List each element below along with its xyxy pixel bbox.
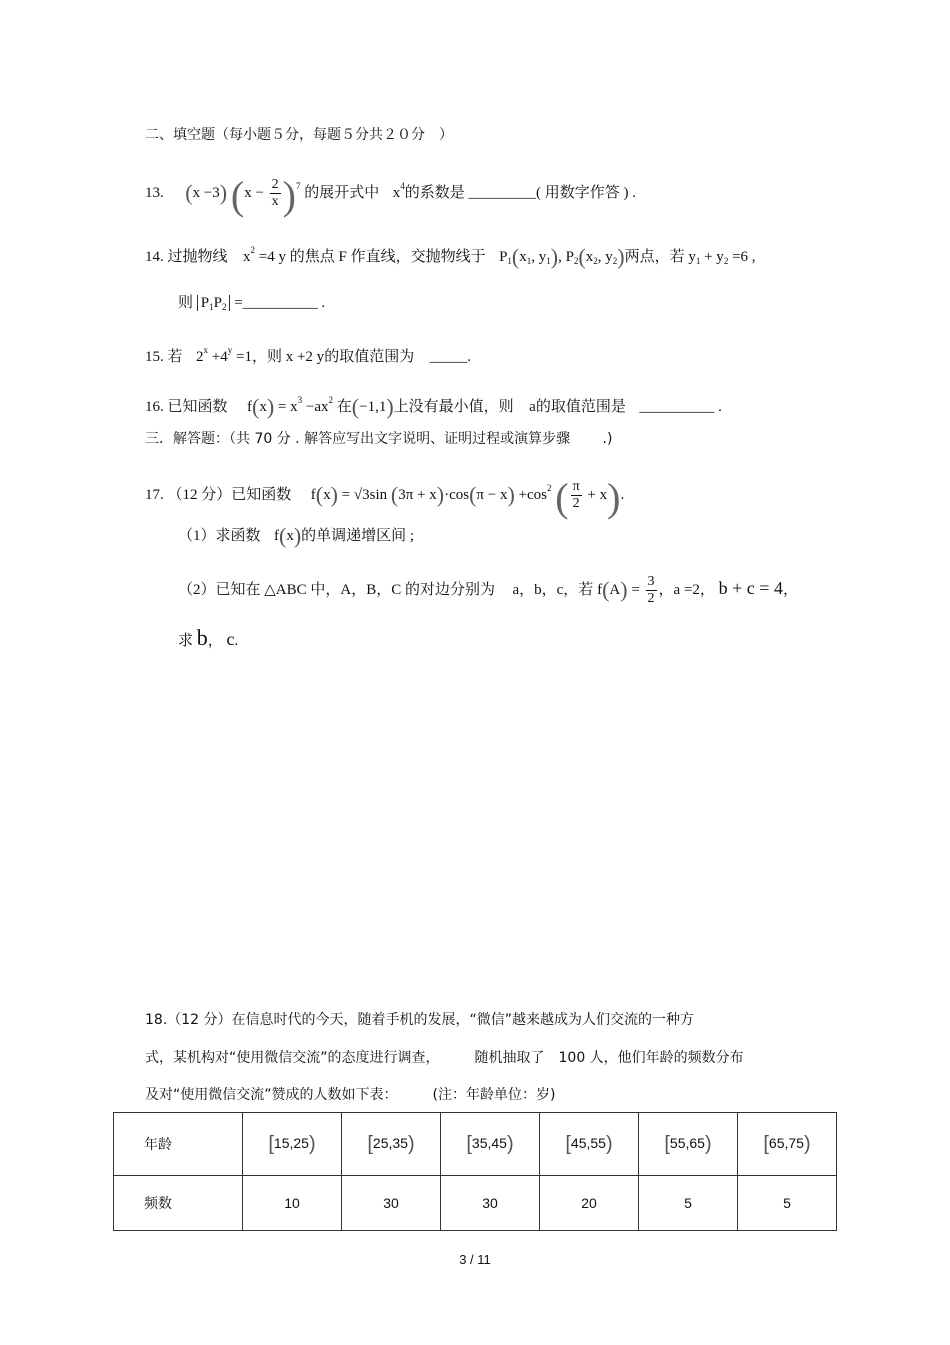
q13-fraction: $\frac{2}{x}$: [271, 177, 279, 210]
q15-base2: +4: [211, 349, 228, 365]
q17-part1-post: 的单调递增区间 ;: [301, 528, 415, 544]
q14-answer-blank[interactable]: =__________ .: [234, 295, 326, 311]
page-number: 3 / 11: [459, 1252, 491, 1267]
q14-eq-rhs: =4 y: [258, 249, 286, 265]
q14-p1-x-sub: 1: [526, 256, 532, 266]
q14-p2-y: , y: [597, 249, 613, 265]
q16-text1: 已知函数: [167, 399, 228, 415]
paren-open-icon: (: [602, 576, 610, 602]
range-value: 15,25: [273, 1134, 309, 1151]
q14-p2-y-sub: 2: [612, 256, 618, 266]
table-cell-range: [738, 1113, 837, 1176]
q16-eq-exp: 3: [297, 395, 303, 405]
q17-end: .: [620, 487, 625, 503]
paren-open-icon: (: [279, 523, 287, 548]
q14-p1-y: , y: [531, 249, 547, 265]
q15-eq: =1: [232, 349, 252, 365]
q17-eq: = √3sin: [337, 487, 388, 503]
big-paren-close-icon: ): [607, 475, 621, 520]
q14-abs-sub1: 1: [209, 302, 214, 312]
q17-acond: ，a =2，: [658, 581, 715, 598]
table-row: [114, 1176, 837, 1231]
q14-p1-x: x: [519, 249, 527, 265]
q13-text2: 的系数是: [404, 185, 465, 201]
table-header-age: 年龄: [114, 1113, 243, 1176]
q17-fx: x: [323, 487, 331, 503]
q16-eq2: −ax: [302, 399, 329, 415]
paren-open-icon: (: [469, 482, 477, 507]
paren-close-icon: ): [605, 1132, 613, 1155]
q15-text2: ，则: [251, 349, 282, 365]
q14-cond-rhs: =6 ,: [728, 249, 756, 265]
q17-arg3: + x: [583, 487, 608, 503]
bracket-open-icon: [: [466, 1132, 472, 1155]
paren-open-icon: (: [390, 482, 399, 507]
bracket-open-icon: [: [367, 1132, 373, 1155]
table-cell-count: 5: [738, 1176, 837, 1231]
q15-number: 15.: [145, 349, 164, 365]
q17-comma-end: ，: [782, 581, 798, 598]
q17-f: f: [310, 487, 316, 503]
table-row: [114, 1113, 837, 1176]
range-value: 55,65: [669, 1134, 705, 1151]
q14-p1: P: [499, 249, 508, 265]
q16-text2: 在: [336, 399, 352, 415]
section-heading-fill-blank: 二、填空题（每小题５分，每题５分共２０分 ）: [145, 127, 453, 143]
q14-p2-sub: 2: [573, 256, 579, 266]
q17-part1-fx: x: [286, 528, 294, 544]
bracket-open-icon: [: [763, 1132, 769, 1155]
q14-eq-lhs: x: [243, 249, 251, 265]
q13-factor: x −3: [192, 185, 220, 201]
q15-base1: 2: [196, 349, 204, 365]
q17-eq3: =: [627, 581, 640, 598]
q16-fx: x: [259, 399, 267, 415]
q17-cos-exp: 2: [547, 483, 552, 493]
table-cell-range: [243, 1113, 342, 1176]
paren-close-icon: ): [506, 1132, 514, 1155]
question-16: [145, 394, 722, 420]
q17-arg2: π − x: [476, 487, 508, 503]
q14-cond-sub1: 1: [695, 256, 701, 266]
paren-open-icon: (: [315, 482, 324, 507]
q16-answer-blank[interactable]: __________ .: [639, 399, 722, 415]
bracket-open-icon: [: [268, 1132, 274, 1155]
q17-part1-text: （1）求函数: [178, 528, 261, 544]
q17-abc: a，b，c，若: [512, 581, 594, 598]
q14-p2: P: [565, 249, 574, 265]
q18-line2: 式，某机构对“使用微信交流”的态度进行调查， 随机抽取了 100 人，他们年龄的频数分布: [145, 1050, 744, 1066]
question-17-part2: [178, 574, 798, 607]
q13-answer-blank[interactable]: _________: [468, 185, 537, 201]
paren-close-icon: ): [386, 394, 394, 419]
q17-ask-prefix: 求: [178, 633, 194, 649]
table-header-frequency: 频数: [114, 1176, 243, 1231]
q13-inner: x −: [244, 185, 264, 201]
q17-number: 17.: [145, 487, 164, 503]
q17-part1-f: f: [274, 528, 280, 544]
q14-line2-prefix: 则: [178, 295, 194, 311]
q17-bc: b + c = 4: [718, 577, 783, 598]
range-value: 35,45: [471, 1134, 507, 1151]
question-15: [145, 345, 471, 366]
q17-cos2: +cos: [514, 487, 547, 503]
q13-var-exponent: 4: [400, 181, 405, 191]
q14-abs-value: [197, 295, 231, 311]
question-17-part1: [178, 523, 414, 549]
q16-text4: 的取值范围是: [535, 399, 626, 415]
paren-open-icon: (: [252, 394, 260, 419]
table-cell-count: 5: [639, 1176, 738, 1231]
q14-p1-y-sub: 1: [546, 256, 551, 266]
big-paren-open-icon: (: [555, 475, 569, 520]
q17-part2-text: （2）已知在 △ABC 中，A，B，C 的对边分别为: [178, 581, 495, 598]
paren-open-icon: (: [511, 244, 520, 269]
q17-text1: （12 分）已知函数: [167, 487, 292, 503]
q15-exp1: x: [203, 345, 209, 355]
question-14: [145, 244, 756, 270]
big-paren-close-icon: ): [282, 173, 296, 218]
paren-close-icon: ): [550, 244, 559, 269]
question-17-ask: [178, 625, 238, 651]
q13-text3: ( 用数字作答 ) .: [536, 185, 637, 201]
paren-close-icon: ): [704, 1132, 712, 1155]
q14-abs-p1: P: [200, 295, 210, 311]
q15-answer-blank[interactable]: _____.: [429, 349, 471, 365]
question-13: [145, 172, 636, 220]
q14-cond-sub2: 2: [723, 256, 729, 266]
question-14-line2: [178, 294, 325, 312]
q14-cond-plus: + y: [700, 249, 724, 265]
q16-interval: −1,1: [359, 399, 387, 415]
q13-text1: 的展开式中: [304, 185, 380, 201]
paren-close-icon: ): [620, 576, 628, 602]
paren-close-icon: ): [266, 394, 275, 419]
q17-ask-end: .: [234, 633, 239, 649]
section-heading-solve: 三．解答题：（共 70 分 . 解答应写出文字说明、证明过程或演算步骤 .): [145, 431, 613, 447]
q13-exponent: 7: [296, 181, 301, 191]
q14-cond-y1: y: [688, 249, 696, 265]
q14-p2-x-sub: 2: [593, 256, 598, 266]
q14-text3: 两点，若: [624, 249, 685, 265]
q14-number: 14.: [145, 249, 164, 265]
q18-line1: 18.（12 分）在信息时代的今天，随着手机的发展，“微信”越来越成为人们交流的一种方: [145, 1012, 695, 1028]
q14-p2-x: x: [585, 249, 594, 265]
q16-var-a: a: [529, 399, 536, 415]
paren-open-icon: (: [351, 394, 360, 419]
paren-open-icon: (: [185, 180, 193, 205]
age-frequency-table: [113, 1112, 837, 1231]
q14-abs-sub2: 2: [221, 302, 227, 312]
q17-arg1: 3π + x: [398, 487, 437, 503]
bracket-open-icon: [: [565, 1132, 571, 1155]
q15-exp2: y: [227, 345, 233, 355]
range-value: 25,35: [372, 1134, 408, 1151]
paren-close-icon: ): [293, 523, 302, 548]
q15-text1: 若: [167, 349, 183, 365]
q14-text1: 过抛物线: [167, 249, 228, 265]
q17-A: A: [609, 581, 621, 598]
table-cell-count: 20: [540, 1176, 639, 1231]
q14-eq-exponent: 2: [250, 245, 256, 255]
big-paren-open-icon: (: [230, 173, 245, 218]
question-17: [145, 474, 624, 522]
q17-cos: ·cos: [444, 487, 470, 503]
range-value: 45,55: [570, 1134, 606, 1151]
q15-text3: 的取值范围为: [324, 349, 415, 365]
q16-eq2-exp: 2: [328, 395, 334, 405]
table-cell-count: 30: [342, 1176, 441, 1231]
table-cell-range: [342, 1113, 441, 1176]
paren-close-icon: ): [330, 482, 338, 507]
q14-comma: ,: [558, 249, 562, 265]
q18-line3: 及对“使用微信交流”赞成的人数如下表： (注：年龄单位：岁): [145, 1087, 556, 1103]
table-cell-range: [441, 1113, 540, 1176]
table-cell-count: 10: [243, 1176, 342, 1231]
table-cell-count: 30: [441, 1176, 540, 1231]
q17-ask-c: c: [226, 629, 235, 649]
q16-number: 16.: [145, 399, 164, 415]
q14-text2: 的焦点 F 作直线，交抛物线于: [289, 249, 486, 265]
paren-close-icon: ): [219, 180, 228, 205]
paren-close-icon: ): [308, 1132, 316, 1155]
q17-ask-sep: ，: [207, 633, 223, 649]
q13-number: 13.: [145, 185, 164, 201]
q16-eq: = x: [274, 399, 298, 415]
paren-close-icon: ): [803, 1132, 811, 1155]
q14-abs-p2: P: [213, 295, 222, 311]
bracket-open-icon: [: [664, 1132, 670, 1155]
paren-close-icon: ): [407, 1132, 415, 1155]
range-value: 65,75: [768, 1134, 804, 1151]
table-cell-range: [639, 1113, 738, 1176]
q17-ask-b: b: [196, 625, 208, 650]
q15-expr: x +2 y: [285, 349, 325, 365]
paren-close-icon: ): [436, 482, 445, 507]
paren-close-icon: ): [617, 244, 625, 269]
paren-open-icon: (: [578, 244, 586, 269]
q17-fA: f: [597, 581, 603, 598]
q16-f: f: [247, 399, 253, 415]
paren-close-icon: ): [507, 482, 515, 507]
q17-fraction: $\frac{\pi}{2}$: [572, 479, 580, 512]
table-cell-range: [540, 1113, 639, 1176]
q16-text3: 上没有最小值，则: [393, 399, 514, 415]
q17-fraction-3-2: $\frac{3}{2}$: [647, 574, 655, 606]
q13-var: x: [392, 185, 401, 201]
q14-p1-sub: 1: [507, 256, 512, 266]
